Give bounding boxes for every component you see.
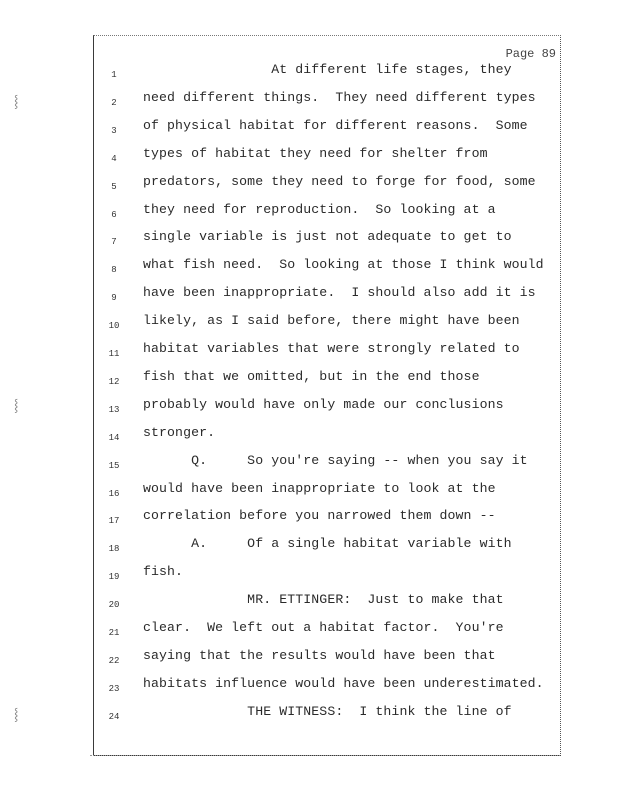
line-number: 13 [108,404,120,415]
line-number: 3 [111,125,117,136]
line-number: 19 [108,572,120,583]
transcript-line [0,620,618,648]
transcript-line [0,62,618,90]
transcript-line [0,90,618,118]
line-text: predators, some they need to forge for food, some [143,173,536,189]
transcript-line [0,229,618,257]
line-number: 14 [108,432,120,443]
transcript-line [0,704,618,732]
line-number: 8 [111,265,117,276]
transcript-line [0,313,618,341]
line-text: A. Of a single habitat variable with [143,536,512,552]
line-number: 17 [108,516,120,527]
transcript-line [0,536,618,564]
transcript-line [0,397,618,425]
transcript-line [0,453,618,481]
hole-punch-mark-icon: ⸾ [14,399,19,413]
transcript-line [0,118,618,146]
transcript-line [0,146,618,174]
transcript-line [0,341,618,369]
line-number: 9 [111,293,117,304]
line-number: 23 [108,683,120,694]
line-text: would have been inappropriate to look at the [143,480,496,496]
line-number: 4 [111,153,117,164]
line-text: At different life stages, they [143,62,512,77]
line-text: habitats influence would have been underestimated. [143,675,544,691]
line-number: 22 [108,655,120,666]
line-number: 5 [111,181,117,192]
line-number: 10 [108,321,120,332]
line-text: stronger. [143,424,216,440]
transcript-line [0,508,618,536]
transcript-line [0,257,618,285]
line-number: 2 [111,97,117,108]
bottom-edge [90,755,560,757]
transcript-line [0,676,618,704]
line-text: clear. We left out a habitat factor. You're [143,620,504,635]
line-text: likely, as I said before, there might have been [143,313,520,329]
line-number: 12 [108,376,120,387]
transcript-line [0,202,618,230]
line-text: what fish need. So looking at those I think would [143,257,544,273]
line-number: 6 [111,209,117,220]
line-number: 21 [108,628,120,638]
line-text: fish. [143,564,184,580]
transcript-line [0,648,618,676]
page-number: Page 89 [505,47,556,61]
line-number: 15 [108,460,120,471]
transcript-line [0,174,618,202]
line-text: have been inappropriate. I should also add it is [143,285,536,301]
transcript-line [0,285,618,313]
transcript-line [0,369,618,397]
line-text: types of habitat they need for shelter from [143,145,488,161]
line-text: THE WITNESS: I think the line of [143,703,512,719]
hole-punch-mark-icon: ⸾ [14,95,19,109]
hole-punch-mark-icon: ⸾ [14,708,19,722]
transcript-line [0,564,618,592]
line-text: they need for reproduction. So looking at a [143,201,496,217]
line-text: Q. So you're saying -- when you say it [143,452,528,468]
line-text: of physical habitat for different reasons. Some [143,117,528,133]
line-text: probably would have only made our conclusions [143,396,504,412]
line-text: fish that we omitted, but in the end those [143,368,480,384]
line-number: 1 [111,70,117,80]
line-number: 24 [108,711,120,722]
line-text: MR. ETTINGER: Just to make that [143,592,504,608]
line-number: 7 [111,237,117,248]
line-number: 18 [108,544,120,555]
line-number: 16 [108,488,120,499]
transcript-line [0,592,618,620]
line-text: need different things. They need different types [143,89,536,105]
line-number: 20 [108,600,120,611]
line-text: saying that the results would have been that [143,647,496,663]
line-text: habitat variables that were strongly related to [143,341,520,356]
transcript-line [0,425,618,453]
line-text: correlation before you narrowed them down -- [143,508,496,524]
transcript-line [0,481,618,509]
line-number: 11 [108,349,120,359]
line-text: single variable is just not adequate to get to [143,229,512,245]
